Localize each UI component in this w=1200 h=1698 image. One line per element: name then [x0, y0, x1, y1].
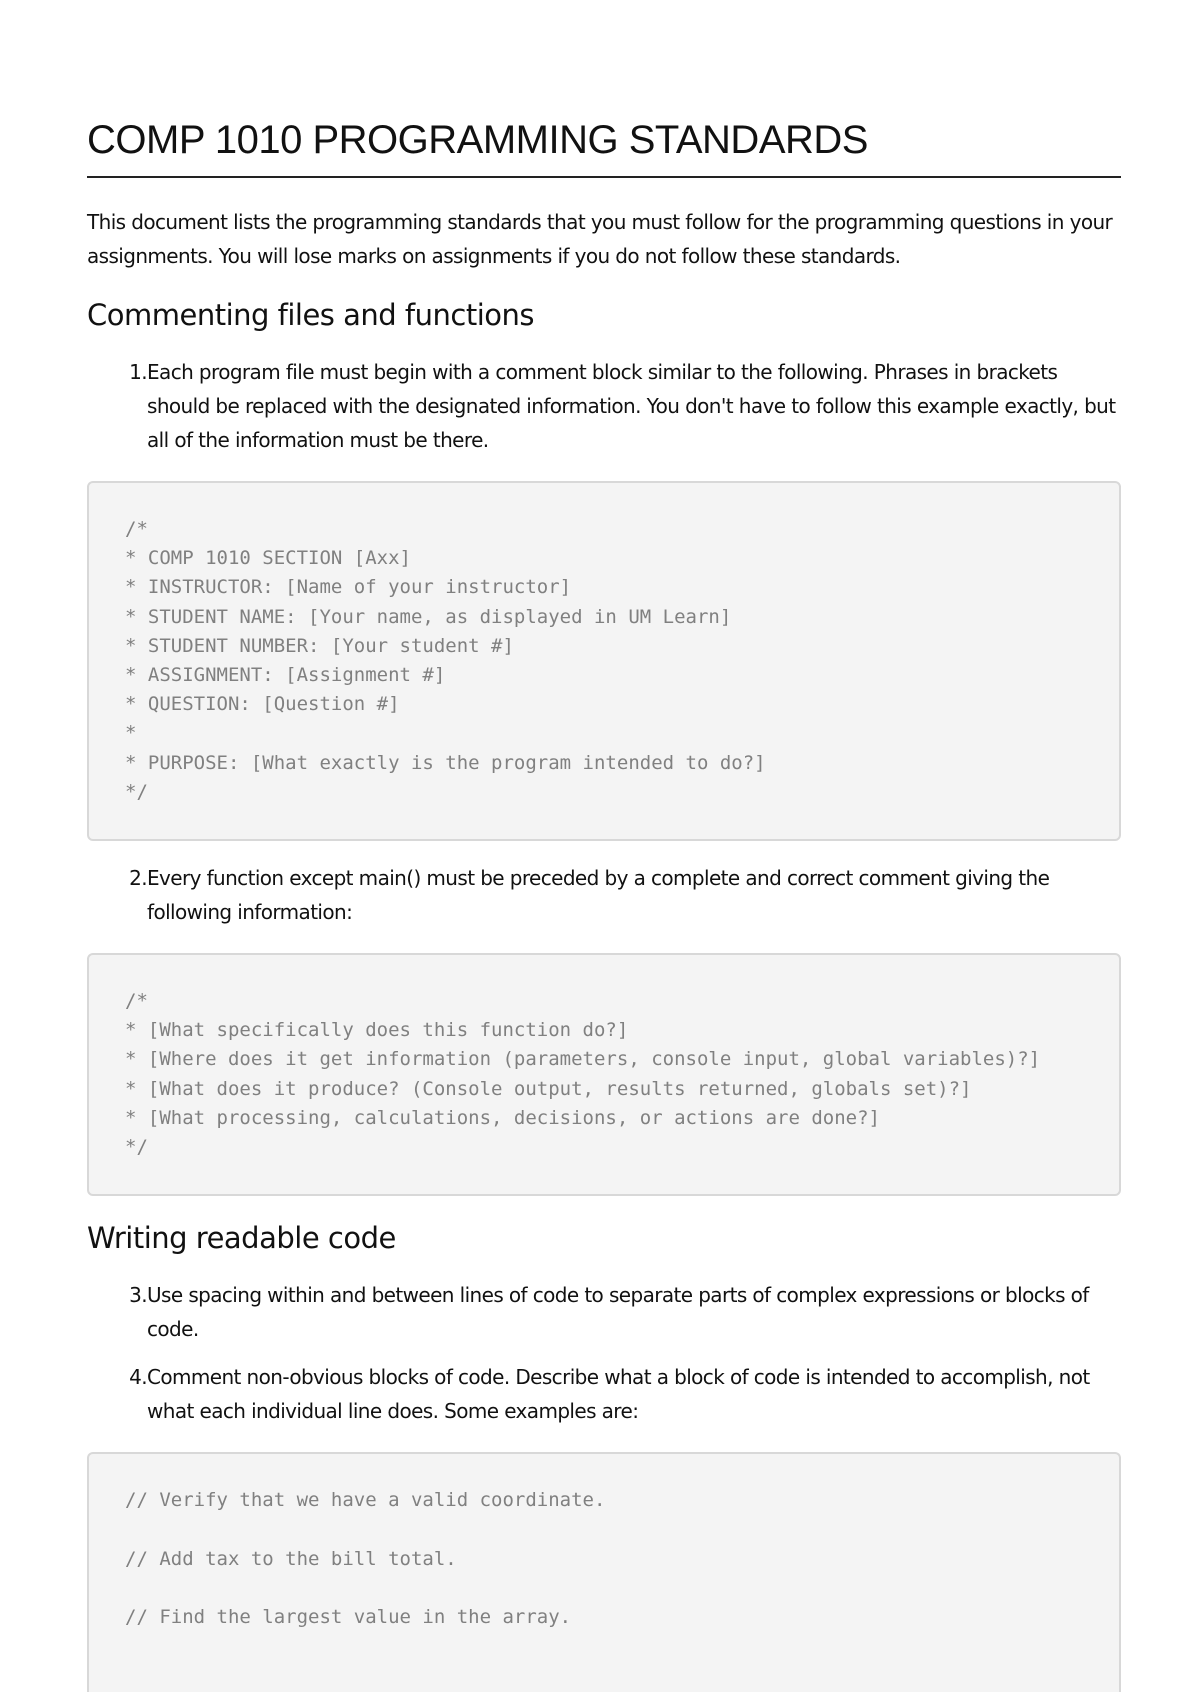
code-line: * [What specifically does this function do?] [125, 1019, 629, 1042]
code-line: * [What does it produce? (Console output, results returned, globals set)?] [125, 1077, 972, 1100]
document-page [87, 112, 1121, 1692]
list-item-text: Comment non-obvious blocks of code. Describe what a block of code is intended to accomplish, not what each individual line does. Some examples are: [147, 1365, 1090, 1424]
code-line: /* [125, 990, 148, 1013]
code-line: * STUDENT NAME: [Your name, as displayed in UM Learn] [125, 605, 732, 628]
code-line: /* [125, 518, 148, 540]
code-line: * PURPOSE: [What exactly is the program intended to do?] [125, 751, 766, 774]
page-title: COMP 1010 PROGRAMMING STANDARDS [87, 112, 1121, 178]
list-item-number: 4. [129, 1365, 147, 1390]
code-block-file-header [87, 481, 1121, 841]
code-block-function-comment [87, 953, 1121, 1196]
code-line: * [Where does it get information (parameters, console input, global variables)?] [125, 1048, 1041, 1071]
list-item-text: Use spacing within and between lines of code to separate parts of complex expressions or blocks of code. [147, 1283, 1089, 1342]
code-line: // Verify that we have a valid coordinate. [125, 1489, 606, 1512]
code-line: * [125, 722, 137, 745]
list-item-1 [87, 355, 1121, 457]
section-heading-readable-code: Writing readable code [87, 1221, 396, 1256]
list-item-number: 1. [129, 360, 147, 384]
code-line: * QUESTION: [Question #] [125, 693, 400, 716]
code-line: // Add tax to the bill total. [125, 1547, 457, 1570]
code-line: * [What processing, calculations, decisions, or actions are done?] [125, 1106, 880, 1129]
list-item-2 [87, 861, 1121, 929]
code-line: */ [125, 780, 148, 803]
code-block-examples [87, 1452, 1121, 1692]
code-line: * ASSIGNMENT: [Assignment #] [125, 664, 446, 687]
list-item-text: Each program file must begin with a comment block similar to the following. Phrases in brackets should be replaced with the designated information. You don't have to follow this example exactly, but all of the information must be there. [147, 360, 1116, 452]
code-line: * STUDENT NUMBER: [Your student #] [125, 634, 514, 657]
code-line: // Find the largest value in the array. [125, 1606, 572, 1629]
list-item-3 [87, 1278, 1121, 1346]
list-item-4 [87, 1360, 1121, 1428]
code-line: * COMP 1010 SECTION [Axx] [125, 547, 411, 570]
intro-paragraph: This document lists the programming standards that you must follow for the programming questions in your assignments. You will lose marks on assignments if you do not follow these standards. [87, 210, 1113, 268]
list-item-number: 2. [129, 866, 147, 891]
list-item-number: 3. [129, 1283, 147, 1308]
section-heading-commenting: Commenting files and functions [87, 298, 534, 332]
code-line: * INSTRUCTOR: [Name of your instructor] [125, 576, 572, 599]
code-line: */ [125, 1136, 148, 1159]
list-item-text: Every function except main() must be preceded by a complete and correct comment giving the following information: [147, 866, 1050, 925]
